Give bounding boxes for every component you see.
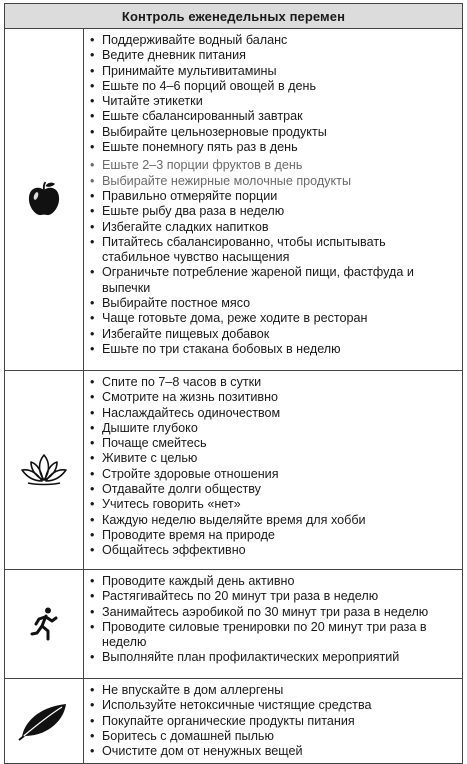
- section-nutrition: [5, 29, 462, 371]
- list-item: • Не впускайте в дом аллергены: [90, 683, 456, 698]
- list-item: • Избегайте сладких напитков: [90, 220, 456, 235]
- icon-cell: [5, 570, 84, 678]
- list-item: • Ешьте понемногу пять раз в день: [90, 140, 456, 155]
- icon-cell: [5, 679, 84, 763]
- list-item: • Выбирайте нежирные молочные продукты: [90, 174, 456, 189]
- lotus-icon: [19, 452, 69, 488]
- list-item: • Выполняйте план профилактических мероприятий: [90, 650, 456, 665]
- list-item: • Смотрите на жизнь позитивно: [90, 390, 456, 405]
- list-item: • Дышите глубоко: [90, 421, 456, 436]
- list-item: • Используйте нетоксичные чистящие средства: [90, 698, 456, 713]
- list-item: • Ешьте сбалансированный завтрак: [90, 109, 456, 124]
- list-item: • Каждую неделю выделяйте время для хобби: [90, 513, 456, 528]
- list-item: • Проводите каждый день активно: [90, 574, 456, 589]
- list-environment: [90, 683, 456, 759]
- list-item: • Правильно отмеряйте порции: [90, 189, 456, 204]
- list-item: • Принимайте мультивитамины: [90, 64, 456, 79]
- list-item: • Стройте здоровые отношения: [90, 467, 456, 482]
- list-item: • Очистите дом от ненужных вещей: [90, 744, 456, 759]
- list-item: • Ешьте рыбу два раза в неделю: [90, 204, 456, 219]
- list-mind: [90, 375, 456, 559]
- list-item: • Растягивайтесь по 20 минут три раза в неделю: [90, 589, 456, 604]
- list-item: • Занимайтесь аэробикой по 30 минут три раза в неделю: [90, 605, 456, 620]
- section-activity: [5, 570, 462, 679]
- list-item: • Спите по 7–8 часов в сутки: [90, 375, 456, 390]
- icon-cell: [5, 29, 84, 370]
- list-item: • Питайтесь сбалансированно, чтобы испытывать стабильное чувство насыщения: [90, 235, 422, 266]
- apple-icon: [26, 181, 62, 219]
- weekly-changes-table: [4, 3, 463, 764]
- list-item: • Ешьте по три стакана бобовых в неделю: [90, 342, 456, 357]
- list-item: • Покупайте органические продукты питания: [90, 714, 456, 729]
- running-person-icon: [29, 606, 59, 642]
- list-item: • Проводите силовые тренировки по 20 минут три раза в неделю: [90, 620, 452, 651]
- list-item: • Выбирайте постное мясо: [90, 296, 456, 311]
- list-item: • Отдавайте долги обществу: [90, 482, 456, 497]
- section-environment: [5, 679, 462, 763]
- list-item: • Общайтесь эффективно: [90, 543, 456, 558]
- list-item: • Живите с целью: [90, 451, 456, 466]
- section-mind: [5, 371, 462, 570]
- list-item: • Выбирайте цельнозерновые продукты: [90, 125, 456, 140]
- list-item: • Ешьте 2–3 порции фруктов в день: [90, 158, 456, 173]
- list-item: • Ведите дневник питания: [90, 48, 456, 63]
- list-item: • Боритесь с домашней пылью: [90, 729, 456, 744]
- list-item: • Наслаждайтесь одиночеством: [90, 406, 456, 421]
- list-item: • Почаще смейтесь: [90, 436, 456, 451]
- list-item: • Ешьте по 4–6 порций овощей в день: [90, 79, 456, 94]
- list-item: • Чаще готовьте дома, реже ходите в ресторан: [90, 311, 456, 326]
- icon-cell: [5, 371, 84, 569]
- leaf-icon: [18, 701, 70, 741]
- list-item: • Читайте этикетки: [90, 94, 456, 109]
- list-item: • Проводите время на природе: [90, 528, 456, 543]
- list-item: • Ограничьте потребление жареной пищи, фастфуда и выпечки: [90, 265, 432, 296]
- list-item: • Учитесь говорить «нет»: [90, 497, 456, 512]
- list-activity: [90, 574, 456, 666]
- list-item: • Избегайте пищевых добавок: [90, 327, 456, 342]
- list-nutrition: [90, 33, 456, 357]
- table-title: Контроль еженедельных перемен: [5, 4, 462, 29]
- list-item: • Поддерживайте водный баланс: [90, 33, 456, 48]
